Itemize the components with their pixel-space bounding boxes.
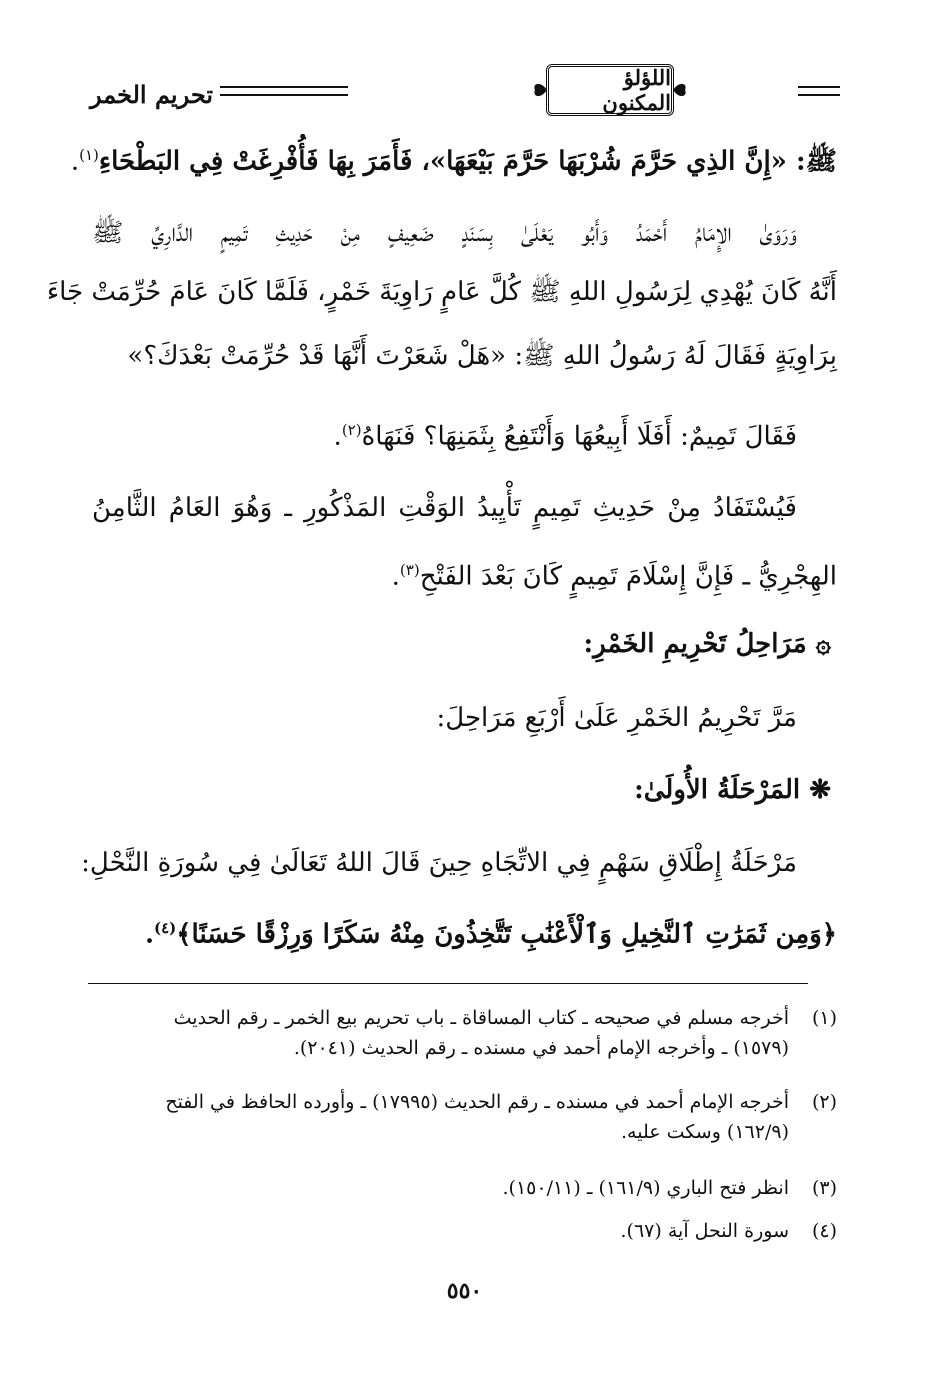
footnote-2: (٢)أخرجه الإمام أحمد في مسنده ـ رقم الحديث (١٧٩٩٥) ـ وأورده الحافظ في الفتح (١٦٢/٩) وسكت عليه. [165,1091,837,1143]
flourish-icon [672,78,690,102]
footnote-ref: (٢) [341,421,362,439]
text-line: وَرَوَىٰ الإِمَامُ أَحْمَدُ وَأَبُو يَعْلَىٰ بِسَنَدٍ ضَعِيفٍ مِنْ حَدِيثِ تَمِيمٍ الدَّارِيِّ ﷺ [92,218,797,248]
quran-verse: ﴿وَمِن ثَمَرَٰتِ ٱلنَّخِيلِ وَٱلْأَعْنَٰبِ تَتَّخِذُونَ مِنْهُ سَكَرًا وَرِزْقًا حَسَنًا﴾$^{(٤)}$. [144,919,837,950]
footnote-ref: (٤) [154,919,177,937]
book-title-ornament [530,58,690,122]
text-line: مَرَّ تَحْرِيمُ الخَمْرِ عَلَىٰ أَرْبَعِ مَرَاحِلَ: [436,703,797,733]
header-rule-right [220,86,348,96]
chapter-title: تحريم الخمر [90,80,214,109]
page-number: ٥٥٠ [446,1278,483,1304]
text-line: ﷺ: «إِنَّ الذِي حَرَّمَ شُرْبَهَا حَرَّمَ بَيْعَهَا»، فَأَمَرَ بِهَا فَأُفْرِغَتْ فِي البَطْحَاءِ$^{(١)}$. [70,146,837,177]
text-line: أَنَّهُ كَانَ يُهْدِي لِرَسُولِ اللهِ ﷺ كُلَّ عَامٍ رَاوِيَةَ خَمْرٍ، فَلَمَّا كَانَ عَامَ حُرِّمَتْ جَاءَ [46,277,837,307]
section-mark-icon: ۞ [815,629,831,659]
footnote-4: (٤)سورة النحل آية (٦٧). [620,1220,837,1242]
footnote-divider [88,983,808,984]
page-header [90,58,840,122]
text-line: مَرْحَلَةُ إِطْلَاقِ سَهْمٍ فِي الاتِّجَاهِ حِينَ قَالَ اللهُ تَعَالَىٰ فِي سُورَةِ النَّحْلِ: [81,848,797,878]
subsection-heading: ❋ المَرْحَلَةُ الأُولَىٰ: [634,775,831,805]
text-line: الهِجْرِيُّ ـ فَإِنَّ إِسْلَامَ تَمِيمٍ كَانَ بَعْدَ الفَتْحِ$^{(٣)}$. [391,561,837,592]
footnote-ref: (٣) [399,561,420,579]
text-line: فَقَالَ تَمِيمٌ: أَفَلَا أَبِيعُهَا وَأَنْتَفِعُ بِثَمَنِهَا؟ فَنَهَاهُ$^{(٢)}$. [333,421,797,452]
book-title: اللؤلؤ المكنون [602,65,671,115]
book-title-frame [546,64,674,116]
footnote-ref: (١) [79,146,99,164]
footnote-3: (٣)انظر فتح الباري (١٦١/٩) ـ (١٥٠/١١). [502,1177,837,1199]
text-line: بِرَاوِيَةٍ فَقَالَ لَهُ رَسُولُ اللهِ ﷺ: «هَلْ شَعَرْتَ أَنَّهَا قَدْ حُرِّمَتْ بَعْدَكَ؟» [127,341,837,371]
asterism-icon: ❋ [809,775,831,805]
section-heading: ۞ مَرَاحِلُ تَحْرِيمِ الخَمْرِ: [583,629,831,659]
text-line: فَيُسْتَفَادُ مِنْ حَدِيثِ تَمِيمٍ تَأْيِيدُ الوَقْتِ المَذْكُورِ ـ وَهُوَ العَامُ الثَّامِنُ [92,493,797,523]
footnote-1: (١)أخرجه مسلم في صحيحه ـ كتاب المساقاة ـ باب تحريم بيع الخمر ـ رقم الحديث (١٥٧٩) ـ وأخرجه الإمام أحمد في مسنده ـ رقم الحديث (٢٠٤١). [173,1007,837,1059]
header-rule-left [798,86,840,96]
